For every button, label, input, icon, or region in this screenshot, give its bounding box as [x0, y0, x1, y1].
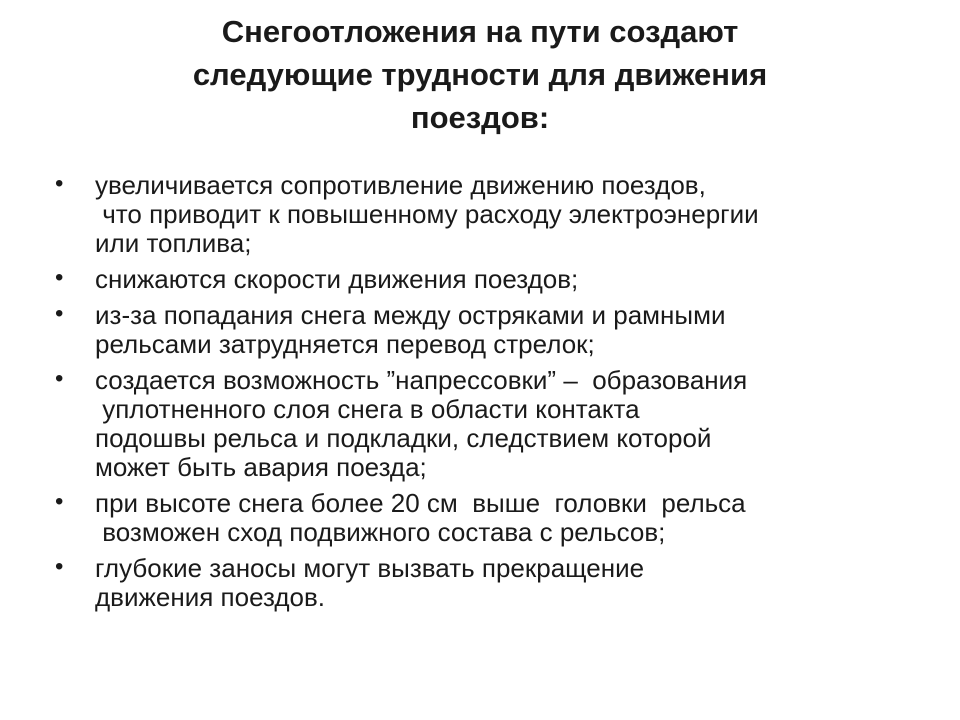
- bullet-dot-icon: •: [55, 365, 64, 392]
- bullet-list: [55, 171, 915, 619]
- bullet-line: может быть авария поезда;: [95, 452, 427, 482]
- title-line: поездов:: [410, 100, 550, 135]
- bullet-line: снижаются скорости движения поездов;: [95, 264, 579, 294]
- bullet-dot-icon: •: [55, 170, 64, 197]
- bullet-dot-icon: •: [55, 553, 64, 580]
- bullet-text: [95, 301, 915, 359]
- bullet-line: движения поездов.: [95, 582, 325, 612]
- slide-title: [80, 10, 880, 139]
- bullet-text: [95, 489, 915, 547]
- bullet-item: [55, 489, 915, 547]
- bullet-line: что приводит к повышенному расходу электроэнергии: [95, 199, 759, 229]
- bullet-line: создается возможность ”напрессовки” – образования: [95, 365, 748, 395]
- title-line: следующие трудности для движения: [192, 57, 768, 92]
- bullet-line: подошвы рельса и подкладки, следствием которой: [95, 423, 712, 453]
- bullet-line: при высоте снега более 20 см выше головки рельса: [95, 488, 746, 518]
- bullet-dot-icon: •: [55, 264, 64, 291]
- bullet-dot-icon: •: [55, 300, 64, 327]
- bullet-item: [55, 265, 915, 294]
- bullet-item: [55, 301, 915, 359]
- bullet-text: [95, 366, 915, 482]
- bullet-line: уплотненного слоя снега в области контакта: [95, 394, 640, 424]
- bullet-line: увеличивается сопротивление движению поездов,: [95, 170, 706, 200]
- bullet-line: из-за попадания снега между остряками и рамными: [95, 300, 726, 330]
- bullet-item: [55, 171, 915, 258]
- bullet-line: рельсами затрудняется перевод стрелок;: [95, 329, 595, 359]
- bullet-text: [95, 554, 915, 612]
- bullet-line: или топлива;: [95, 228, 252, 258]
- bullet-line: возможен сход подвижного состава с рельсов;: [95, 517, 666, 547]
- bullet-line: глубокие заносы могут вызвать прекращение: [95, 553, 645, 583]
- bullet-text: [95, 265, 915, 294]
- bullet-dot-icon: •: [55, 488, 64, 515]
- bullet-item: [55, 554, 915, 612]
- bullet-text: [95, 171, 915, 258]
- bullet-item: [55, 366, 915, 482]
- title-line: Снегоотложения на пути создают: [221, 14, 739, 49]
